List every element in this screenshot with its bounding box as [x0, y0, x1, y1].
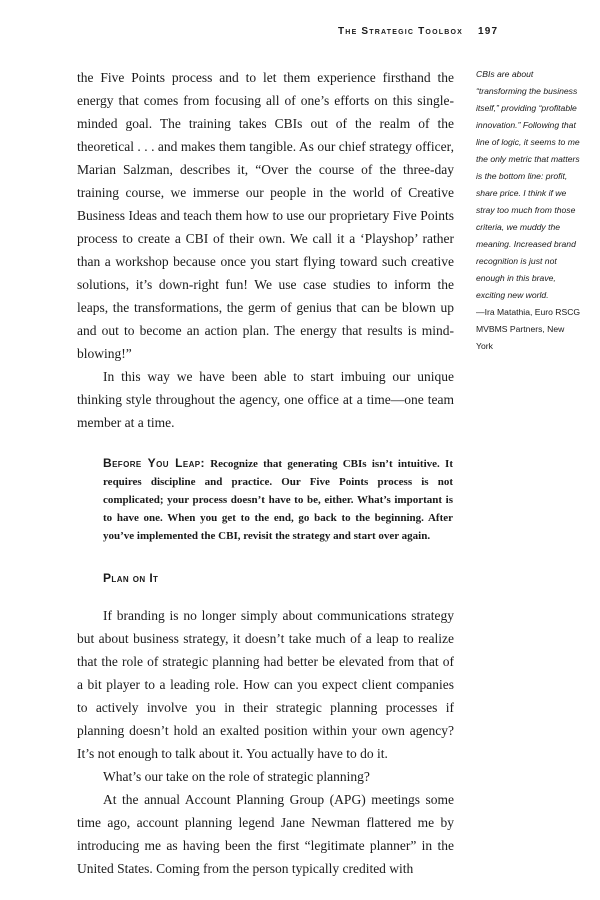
body-paragraph: At the annual Account Planning Group (APG) meetings some time ago, account planning legend Jane Newman flattered me by introducing me as having been the first “legitimate planner” in the United States. Coming from the person typically credited with — [77, 792, 454, 876]
body-paragraph: If branding is no longer simply about communications strategy but about business strategy, it doesn’t take much of a leap to realize that the role of strategic planning had better be elevated from that of a bit player to a leading role. How can you expect client companies to actively involve you in their strategic planning processes if planning doesn’t hold an exalted position within your own agency? It’s not enough to talk about it. You actually have to do it. — [77, 608, 454, 761]
running-title: The Strategic Toolbox — [338, 26, 463, 37]
callout-heading: Before You Leap: — [103, 456, 205, 470]
before-you-leap-callout — [103, 454, 453, 545]
main-text-column — [77, 66, 454, 880]
callout-body: Recognize that generating CBIs isn’t intuitive. It requires discipline and practice. Our Five Points process is not complicated; your process doesn’t have to be, either. What’s important is to have one. When you get to the end, go back to the beginning. After you’ve implemented the CBI, revisit the strategy and start over again. — [103, 458, 454, 542]
margin-quote — [476, 66, 581, 355]
page-number: 197 — [478, 26, 499, 37]
body-paragraph: What’s our take on the role of strategic planning? — [103, 769, 370, 784]
body-paragraph: In this way we have been able to start imbuing our unique thinking style throughout the agency, one office at a time—one team member at a time. — [77, 369, 454, 430]
margin-quote-text: CBIs are about “transforming the business itself,” providing “profitable innovation.” Following that line of logic, it seems to me the only metric that matters is the bottom line: profit, share price. I think if we stray too much from those criteria, we muddy the meaning. Increased brand recognition is just not enough in this brave, exciting new world. — [476, 69, 580, 300]
section-heading: Plan on It — [103, 571, 159, 585]
body-paragraph: the Five Points process and to let them experience firsthand the energy that comes from focusing all of one’s efforts on this single-minded goal. The training takes CBIs out of the realm of the theoretical . . . and makes them tangible. As our chief strategy officer, Marian Salzman, describes it, “Over the course of the three-day training course, we immerse our people in the world of Creative Business Ideas and teach them how to use our proprietary Five Points process to create a CBI of their own. We call it a ‘Playshop’ rather than a workshop because once you start flying toward such creative solutions, it’s down-right fun! We use case studies to inform the leaps, the transformations, the germ of genius that can be blown up and out to become an action plan. The energy that results is mind-blowing!” — [77, 70, 454, 361]
margin-quote-attribution: —Ira Matathia, Euro RSCG MVBMS Partners, New York — [476, 307, 581, 351]
